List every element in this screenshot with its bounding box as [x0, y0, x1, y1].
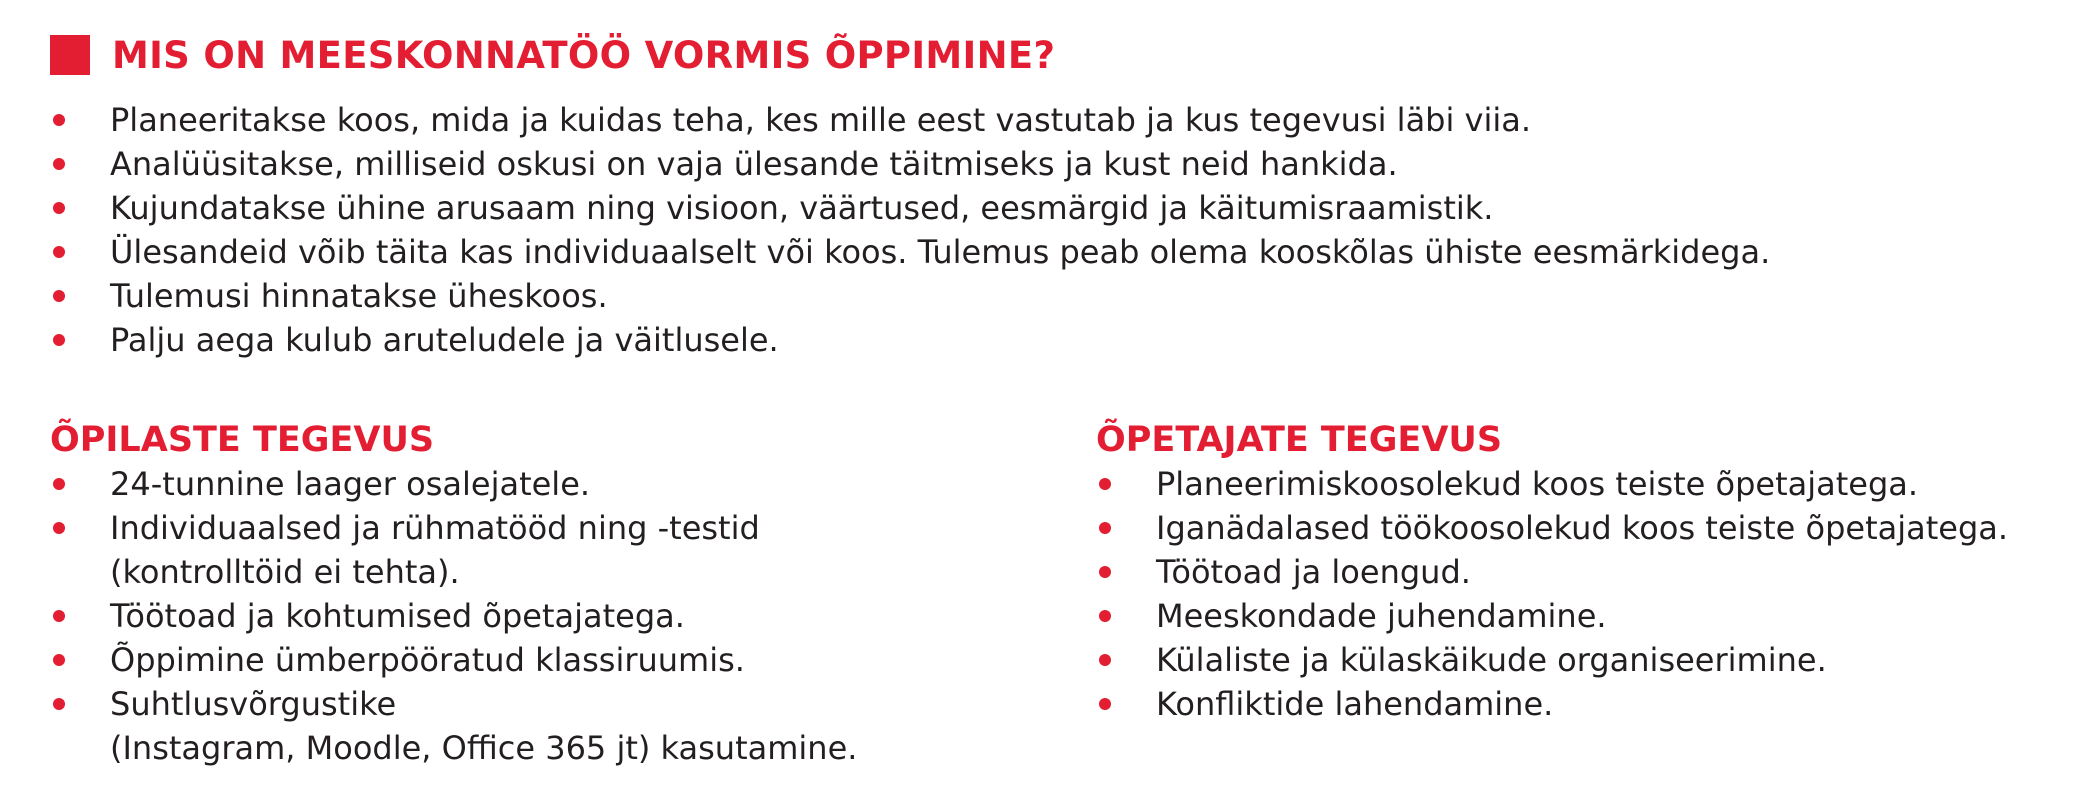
bullet-icon [53, 246, 65, 258]
bullet-icon [53, 202, 65, 214]
list-item: Töötoad ja kohtumised õpetajatega. [50, 594, 857, 638]
list-item: Külaliste ja külaskäikude organiseerimine. [1096, 638, 2008, 682]
students-list [50, 462, 857, 770]
teachers-section [1096, 418, 2008, 726]
list-item: Meeskondade juhendamine. [1096, 594, 2008, 638]
bullet-icon [53, 698, 65, 710]
teachers-list [1096, 462, 2008, 726]
bullet-icon [53, 478, 65, 490]
intro-list [50, 98, 1770, 362]
teachers-section-title: ÕPETAJATE TEGEVUS [1096, 420, 1503, 460]
list-item: Ülesandeid võib täita kas individuaalselt või koos. Tulemus peab olema kooskõlas ühiste eesmärkidega. [50, 230, 1770, 274]
bullet-icon [53, 654, 65, 666]
bullet-icon [1099, 698, 1111, 710]
list-item: Planeeritakse koos, mida ja kuidas teha, kes mille eest vastutab ja kus tegevusi läbi viia. [50, 98, 1770, 142]
bullet-icon [53, 522, 65, 534]
bullet-icon [1099, 566, 1111, 578]
bullet-icon [53, 114, 65, 126]
bullet-icon [1099, 478, 1111, 490]
list-item: 24-tunnine laager osalejatele. [50, 462, 857, 506]
list-item: Planeerimiskoosolekud koos teiste õpetajatega. [1096, 462, 2008, 506]
bullet-icon [53, 610, 65, 622]
page-title: MIS ON MEESKONNATÖÖ VORMIS ÕPPIMINE? [112, 33, 1056, 77]
bullet-icon [1099, 522, 1111, 534]
students-section [50, 418, 857, 770]
students-section-title: ÕPILASTE TEGEVUS [50, 420, 435, 460]
list-item: Kujundatakse ühine arusaam ning visioon, väärtused, eesmärgid ja käitumisraamistik. [50, 186, 1770, 230]
red-square-marker [50, 35, 90, 75]
list-item: Õppimine ümberpööratud klassiruumis. [50, 638, 857, 682]
list-item: Analüüsitakse, milliseid oskusi on vaja ülesande täitmiseks ja kust neid hankida. [50, 142, 1770, 186]
bullet-icon [1099, 654, 1111, 666]
bullet-icon [53, 158, 65, 170]
list-item: Töötoad ja loengud. [1096, 550, 2008, 594]
bullet-icon [53, 334, 65, 346]
list-item: Individuaalsed ja rühmatööd ning -testid (kontrolltöid ei tehta). [50, 506, 857, 594]
list-item: Konfliktide lahendamine. [1096, 682, 2008, 726]
list-item: Palju aega kulub aruteludele ja väitlusele. [50, 318, 1770, 362]
bullet-icon [1099, 610, 1111, 622]
list-item: Tulemusi hinnatakse üheskoos. [50, 274, 1770, 318]
bullet-icon [53, 290, 65, 302]
title-row [50, 30, 1055, 80]
list-item: Iganädalased töökoosolekud koos teiste õpetajatega. [1096, 506, 2008, 550]
list-item: Suhtlusvõrgustike (Instagram, Moodle, Office 365 jt) kasutamine. [50, 682, 857, 770]
